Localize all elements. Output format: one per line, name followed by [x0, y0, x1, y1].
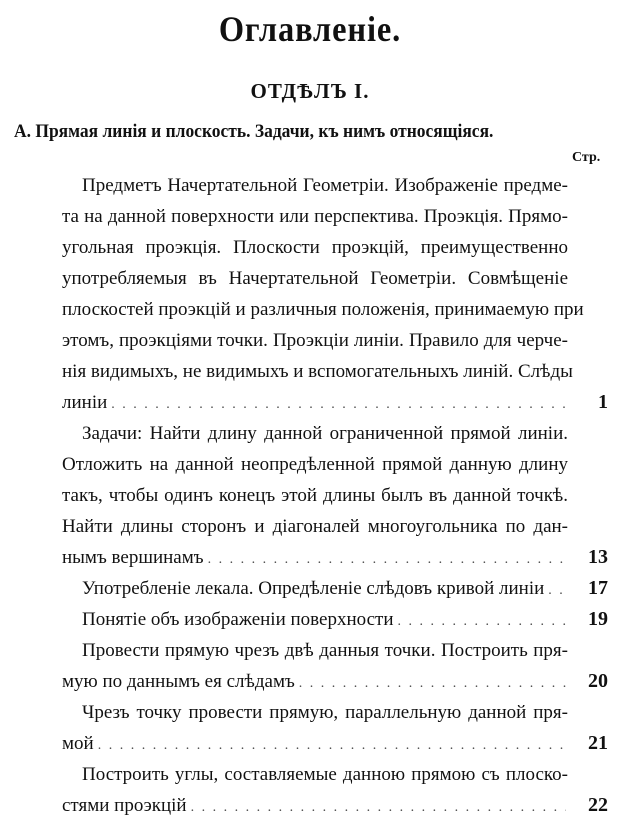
toc-entry — [62, 759, 608, 821]
toc-entry-line: Задачи: Найти длину данной ограниченной прямой линіи. — [82, 423, 568, 444]
toc-entry-line: этомъ, проэкціями точки. Проэкціи линіи. Правило для черче- — [62, 330, 568, 351]
toc-page-number: 13 — [588, 546, 608, 568]
toc-entry-last-line — [62, 542, 608, 573]
toc-entry-text: мой — [62, 733, 94, 754]
toc-entry-last-line — [62, 573, 608, 604]
toc-entry-line: Чрезъ точку провести прямую, параллельную данной пря- — [82, 702, 568, 723]
toc-entry-last-line — [62, 790, 608, 821]
toc-entry-line: употребляемыя въ Начертательной Геометріи. Совмѣщеніе — [62, 268, 568, 289]
dot-leader — [98, 730, 566, 761]
toc-entry — [62, 697, 608, 759]
dot-leader — [398, 606, 566, 637]
toc-entry-text: стями проэкцій — [62, 795, 187, 816]
toc-entry-line: угольная проэкція. Плоскости проэкцій, преимущественно — [62, 237, 568, 258]
toc-entry — [62, 170, 608, 418]
toc-entry-line: Отложить на данной неопредѣленной прямой данную длину — [62, 454, 568, 475]
toc-entry-text: Понятіе объ изображеніи поверхности — [82, 609, 394, 630]
toc-entry-line: такъ, чтобы одинъ конецъ этой длины былъ въ данной точкѣ. — [62, 485, 568, 506]
toc-entry-line: Провести прямую чрезъ двѣ данныя точки. Построить пря- — [82, 640, 568, 661]
page-title: Оглавленіе. — [218, 9, 402, 49]
toc-entry-text: мую по даннымъ ея слѣдамъ — [62, 671, 295, 692]
toc-page-number: 1 — [598, 391, 608, 413]
toc-entry — [62, 418, 608, 573]
section-heading: ОТДѢЛЪ I. — [250, 79, 370, 103]
toc-entry-line: та на данной поверхности или перспектива. Проэкція. Прямо- — [62, 206, 568, 227]
dot-leader — [111, 389, 566, 420]
toc-entry — [62, 635, 608, 697]
page-column-header: Стр. — [572, 150, 601, 165]
toc-entry-last-line — [62, 387, 608, 418]
toc-entry — [62, 573, 608, 604]
toc-entry-last-line — [62, 728, 608, 759]
dot-leader — [548, 575, 566, 606]
toc-page-number: 22 — [588, 794, 608, 816]
toc-entries — [62, 170, 608, 821]
toc-entry-last-line — [62, 604, 608, 635]
toc-entry-line: плоскостей проэкцій и различныя положенія, принимаемую при — [62, 299, 584, 320]
part-heading: А. Прямая линія и плоскость. Задачи, къ нимъ относящіяся. — [14, 121, 494, 142]
toc-entry-text: линіи — [62, 392, 108, 413]
toc-entry — [62, 604, 608, 635]
toc-entry-line: Найти длины сторонъ и діагоналей многоугольника по дан- — [62, 516, 568, 537]
toc-entry-text: нымъ вершинамъ — [62, 547, 204, 568]
toc-entry-text: Употребленіе лекала. Опредѣленіе слѣдовъ кривой линіи — [82, 578, 545, 599]
toc-entry-line: нія видимыхъ, не видимыхъ и вспомогательныхъ линій. Слѣды — [62, 361, 573, 382]
dot-leader — [299, 668, 566, 699]
toc-page-number: 17 — [588, 577, 608, 599]
dot-leader — [208, 544, 566, 575]
toc-entry-line: Предметъ Начертательной Геометріи. Изображеніе предме- — [82, 175, 568, 196]
toc-page-number: 20 — [588, 670, 608, 692]
toc-page-number: 19 — [588, 608, 608, 630]
toc-entry-line: Построить углы, составляемые данною прямою съ плоско- — [82, 764, 568, 785]
toc-page-number: 21 — [588, 732, 608, 754]
toc-entry-last-line — [62, 666, 608, 697]
dot-leader — [191, 792, 566, 823]
